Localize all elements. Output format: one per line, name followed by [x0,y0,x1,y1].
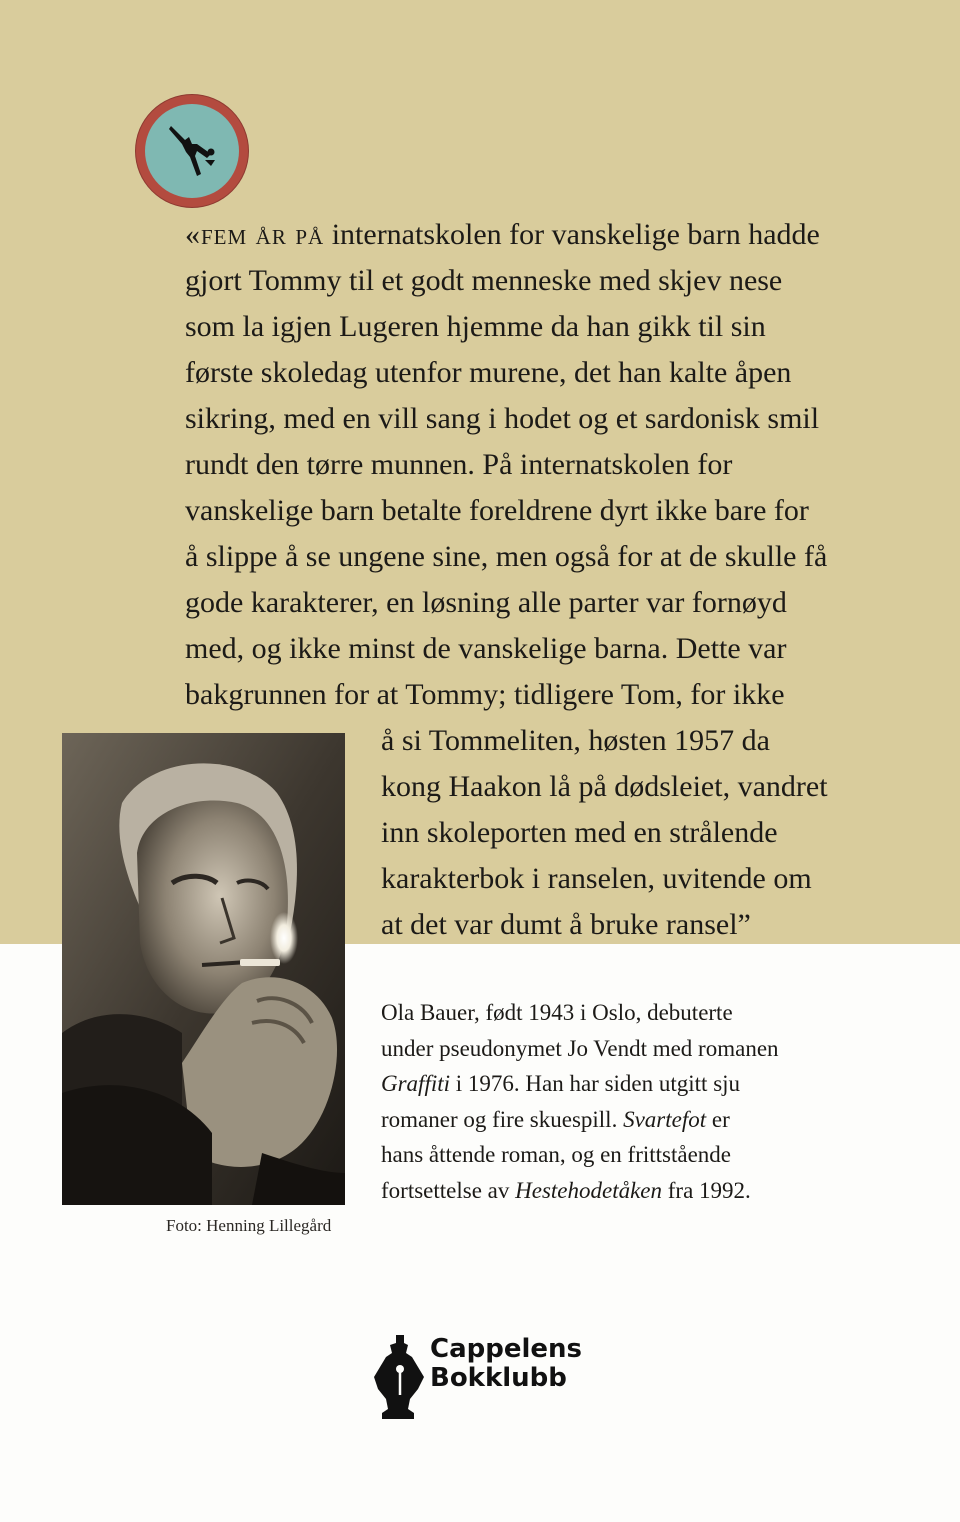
diver-icon [145,104,239,198]
author-bio [381,995,901,1208]
quote-line [185,212,925,258]
author-photo [62,733,345,1205]
publisher-name [430,1335,582,1393]
diver-emblem [136,95,248,207]
quote-line-indented: å si Tommeliten, høsten 1957 da [381,724,770,757]
bio-line-text: fortsettelse av [381,1177,516,1203]
pen-nib-icon [374,1333,426,1419]
quote-line: med, og ikke minst de vanskelige barna. Dette var [185,632,787,665]
quote-line: å slippe å se ungene sine, men også for at de skulle få [185,540,828,573]
quote-line: gjort Tommy til et godt menneske med skjev nese [185,264,783,297]
bio-line [381,1173,901,1209]
publisher-name-line2: Bokklubb [430,1363,567,1393]
quote-line-text: internatskolen for vanskelige barn hadde [324,218,820,251]
book-title-graffiti: Graffiti [381,1071,451,1096]
bio-line-text: fra 1992. [662,1177,751,1203]
quote-line: vanskelige barn betalte foreldrene dyrt ikke bare for [185,494,809,527]
bio-line [381,1066,901,1102]
emblem-disc [145,104,239,198]
bio-line-text: i 1976. Han har siden utgitt sju [450,1071,741,1096]
quote-line: gode karakterer, en løsning alle parter var fornøyd [185,586,787,619]
quote-line-indented: kong Haakon lå på dødsleiet, vandret [381,770,828,803]
book-title-svartefot: Svartefot [623,1106,707,1132]
book-title-hestehodetaken: Hestehodetåken [515,1177,663,1203]
bio-line: Ola Bauer, født 1943 i Oslo, debuterte [381,1000,733,1025]
bio-line: hans åttende roman, og en frittstående [381,1142,731,1167]
quote-line: sikring, med en vill sang i hodet og et sardonisk smil [185,402,820,435]
bio-line: under pseudonymet Jo Vendt med romanen [381,1035,779,1061]
publisher-name-line1: Cappelens [430,1334,583,1364]
quote-line: rundt den tørre munnen. På internatskolen for [185,448,733,481]
quote-line-indented: karakterbok i ranselen, uvitende om [381,862,812,895]
publisher-logo [374,1333,604,1419]
bio-line-text: er [706,1106,730,1132]
photo-credit: Foto: Henning Lillegård [166,1216,332,1235]
quote-line: bakgrunnen for at Tommy; tidligere Tom, for ikke [185,678,785,711]
quote-line-indented: inn skoleporten med en strålende [381,816,778,849]
bio-line-text: romaner og fire skuespill. [381,1106,624,1132]
author-portrait-illustration [62,733,345,1205]
quote-opening-smallcaps: «fem år på [185,218,325,251]
quote-line: første skoledag utenfor murene, det han kalte åpen [185,356,792,389]
quote-line: som la igjen Lugeren hjemme da han gikk til sin [185,310,766,343]
quote-line-indented: at det var dumt å bruke ransel” [381,908,751,941]
bio-line [381,1102,901,1138]
